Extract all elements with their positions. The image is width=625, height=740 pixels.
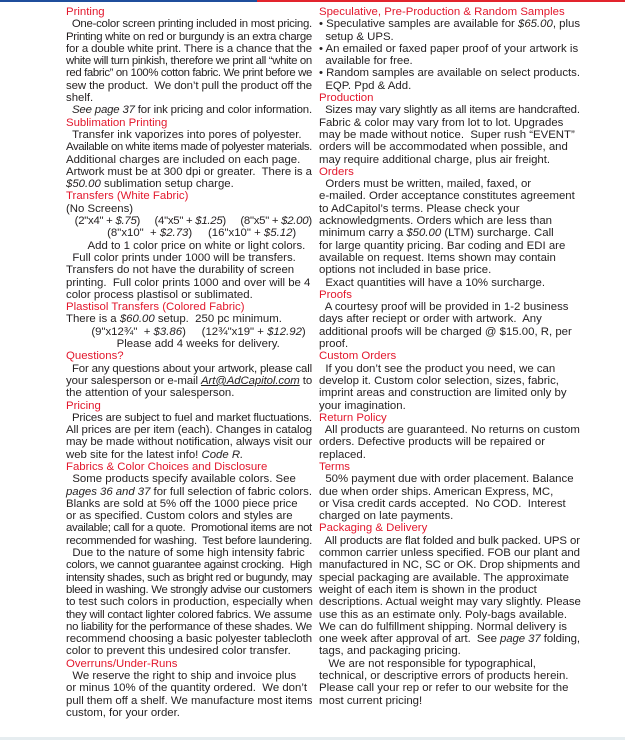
text-line-content: develop it. Custom color selection, sizes, fabric, [319,374,559,387]
section-heading [319,166,581,178]
text-line [319,313,581,325]
text-segment: (8"x10" + [66,227,160,240]
text-line-content: Printing white on red or burgundy is an extra charge [66,30,312,43]
text-line-content: color to prevent this undesired color transfer. [66,645,291,658]
section-heading-text: Fabrics & Color Choices and Disclosure [66,460,268,473]
text-line [66,80,313,92]
text-line-content: Full color prints under 1000 will be transfers. [66,251,296,264]
text-segment: web site for the latest info! [66,448,202,461]
italic-text: pages 36 and 37 [66,485,151,498]
text-line-content: shelf. [66,92,94,105]
text-line [66,572,313,584]
text-line-content: available for free. [319,55,413,68]
text-line [319,240,581,252]
text-line [319,252,581,264]
text-line-content: We are not responsible for typographical, [319,657,536,670]
text-line-content: bleed in washing. We strongly advise our customers [66,583,312,596]
section-heading [66,117,313,129]
text-line [66,104,313,116]
text-line [66,584,313,596]
section-heading-text: Speculative, Pre-Production & Random Samples [319,6,565,18]
text-line-content: For any questions about your artwork, please call [66,362,312,375]
text-line-content: special packaging are available. The approximate [319,571,569,584]
text-line-content: Blanks are sold at 5% off the 1000 piece price [66,497,298,510]
text-line [66,486,313,498]
text-line [66,498,313,510]
section-heading [319,461,581,473]
text-line [66,387,313,399]
section-heading-text: Custom Orders [319,350,397,363]
text-segment: ) (8"x5" + [222,215,282,228]
section-heading [319,350,581,362]
text-line [66,55,313,67]
text-line-content: recommend choosing a basic polyester tablecloth [66,633,313,646]
text-line-content: Sizes may vary slightly as all items are handcrafted. [319,104,580,117]
text-line [66,277,313,289]
text-line-content: e-mailed. Order acceptance constitutes agreement [319,190,575,203]
italic-text: $.75 [115,215,137,228]
text-line [319,80,581,92]
italic-text: $50.00 [406,227,442,240]
italic-text: $3.86 [153,325,183,338]
text-line [66,129,313,141]
text-line [319,670,581,682]
text-line-content: or as specified. Custom colors and styles are [66,510,293,523]
text-line [66,43,313,55]
text-line-content: for large quantity pricing. Bar coding and EDI are [319,239,566,252]
text-line-content: imprint areas and construction are limited only by [319,387,567,400]
text-line-content: • An emailed or faxed paper proof of your artwork is [319,42,579,55]
text-line-content: Transfer ink vaporizes into pores of polyester. [66,128,302,141]
text-line-content: Available on white items made of polyester materials. [66,141,312,154]
text-line [66,67,313,79]
text-line [319,227,581,239]
text-line [319,277,581,289]
italic-text: $5.12 [263,227,293,240]
text-line [319,190,581,202]
text-line [319,67,581,79]
text-segment: for full selection of fabric colors. [150,485,312,498]
text-line-content [66,486,312,498]
text-line-content: sew the product. We don’t pull the product off the [66,79,312,92]
section-heading [66,301,313,313]
text-line [319,215,581,227]
text-line-content: Due to the nature of some high intensity fabric [66,547,305,560]
text-line-content: technical, or descriptive errors of products herein. [319,670,569,683]
text-line-content: intensity shades, such as bright red or bugundy, may [66,571,312,584]
italic-text: $1.25 [195,215,223,228]
section-heading-text: Sublimation Printing [66,116,168,129]
text-line-content: proof. [319,338,349,351]
email-link[interactable]: Art@AdCapitol.com [200,374,300,387]
text-line [319,498,581,510]
text-line [66,264,313,276]
italic-text: $65.00 [518,18,553,31]
text-line [319,584,581,596]
text-line-content: manufactured in NC, SC or OK. Drop shipments and [319,559,581,572]
left-column [66,6,313,719]
text-line [66,178,313,190]
text-line [66,215,313,227]
text-line [66,252,313,264]
section-heading [319,289,581,301]
text-line-content: EQP. Ppd & Add. [319,79,412,92]
text-segment: ) (12¾"x19" + [182,325,268,338]
text-line-content [66,449,243,461]
text-line [319,609,581,621]
text-line [319,141,581,153]
text-segment: There is a [66,313,120,326]
italic-text: $50.00 [66,178,101,191]
italic-text: $12.92 [267,325,302,338]
text-line-content: printing. Full color prints 1000 and over will be 4 [66,276,311,289]
text-line [66,473,313,485]
text-line [66,547,313,559]
text-line [319,596,581,608]
text-segment: ) [301,325,306,338]
section-heading [319,6,581,18]
text-line-content [66,326,306,338]
text-segment: to [299,374,313,387]
text-line-content: Transfers do not have the durability of screen [66,264,295,277]
text-line [319,203,581,215]
section-heading [66,6,313,18]
text-line-content: A courtesy proof will be provided in 1-2 business [319,301,569,314]
text-line [319,178,581,190]
text-line [66,203,313,215]
text-line-content: your imagination. [319,399,406,412]
text-line [319,510,581,522]
text-line-content: to AdCapitol’s terms. Please check your [319,202,520,215]
text-line [66,670,313,682]
section-heading-text: Proofs [319,288,352,301]
text-line-content: additional proofs will be charged @ $15.00, R, per [319,325,572,338]
text-line-content: We can do fulfillment shipping. Normal delivery is [319,620,567,633]
text-line-content: acknowledgments. Orders which are less than [319,215,552,228]
text-line-content: white will turn pinkish, therefore we print all “white on [66,55,312,68]
text-line-content: they will contact lighter colored fabrics. We assume [66,608,312,621]
section-heading-text: Plastisol Transfers (Colored Fabric) [66,301,245,314]
right-column [319,6,581,707]
text-line [66,289,313,301]
text-line [319,682,581,694]
text-line-content: setup & UPS. [319,30,394,43]
text-segment: your salesperson or e-mail [66,374,201,387]
text-line-content [66,227,296,239]
text-line-content: Prices are subject to fuel and market fluctuations. [66,411,312,424]
text-segment: ) (16"x10" + [188,227,264,240]
text-line-content [319,227,554,239]
text-line [319,264,581,276]
text-segment: ) [292,227,297,240]
text-line-content: One-color screen printing included in most pricing. [66,18,312,31]
text-line-content: descriptions. Actual weight may vary slightly. Please [319,596,581,609]
section-heading-text: Questions? [66,350,124,363]
section-heading-text: Terms [319,460,351,473]
text-line-content: charged on late payments. [319,510,454,523]
text-line [66,227,313,239]
section-heading [66,190,313,202]
text-line-content: (No Screens) [66,202,134,215]
text-line [319,387,581,399]
section-heading [66,400,313,412]
text-line [319,424,581,436]
text-line [66,645,313,657]
text-line-content [66,104,312,116]
text-line-content: available; call for a quote. Promotional items are not [66,522,312,535]
text-line-content: may be made without notice. Super rush “EVENT” [319,128,575,141]
text-line [66,240,313,252]
text-line-content: All products are guaranteed. No returns on custom [319,424,580,437]
text-line-content: common carrier unless specified. FOB our plant and [319,547,580,560]
text-line [319,400,581,412]
text-line [66,154,313,166]
text-line [319,43,581,55]
text-line-content: tags, and packaging pricing. [319,645,461,658]
text-line [319,117,581,129]
text-segment: , plus [552,18,581,31]
section-heading [66,350,313,362]
text-segment: (2"x4" + [66,215,116,228]
text-line [66,682,313,694]
text-line [66,436,313,448]
text-line [66,535,313,547]
text-line [66,596,313,608]
text-line [319,338,581,350]
text-line-content: Please add 4 weeks for delivery. [66,338,280,351]
text-line [319,154,581,166]
text-line [66,510,313,522]
text-line-content: Fabric & color may vary from lot to lot. Upgrades [319,116,564,129]
text-line-content [319,633,580,645]
text-line-content: Additional charges are included on each page. [66,153,301,166]
text-line [319,326,581,338]
italic-text: See page 37 [72,104,135,117]
text-line [319,301,581,313]
text-line [66,412,313,424]
text-line-content [66,313,282,325]
text-line [319,621,581,633]
text-line-content: pull them off a shelf. We manufacture most items [66,694,313,707]
text-line [319,55,581,67]
text-line [66,522,313,534]
text-line [319,486,581,498]
text-line-content: Exact quantities will have a 10% surcharge. [319,276,546,289]
text-line-content: Some products specify available colors. See [66,473,296,486]
italic-text: $2.73 [159,227,189,240]
text-line-content: orders. Defective products will be repaired or [319,436,546,449]
section-heading [319,412,581,424]
text-line-content: Artwork must be at 300 dpi or greater. There is a [66,165,312,178]
text-line [66,363,313,375]
text-line-content: days after reciept or order with artwork. Any [319,313,542,326]
text-segment: ) [308,215,312,228]
section-heading [319,92,581,104]
text-line [66,609,313,621]
text-line [319,559,581,571]
text-segment: (9"x12¾" + [66,325,154,338]
text-line [319,129,581,141]
text-line-content: options not included in base price. [319,264,492,277]
text-line-content: All prices are per item (each). Changes in catalog [66,424,312,437]
text-line-content: colors, we cannot guarantee against crocking. High [66,559,312,572]
text-line-content: the attention of your salesperson. [66,387,235,400]
text-segment: (LTM) surcharge. Call [441,227,554,240]
text-line-content: most current pricing! [319,694,423,707]
section-heading-text: Overruns/Under-Runs [66,657,178,670]
text-line [66,326,313,338]
text-line-content: • Random samples are available on select products. [319,67,580,80]
text-line-content: Add to 1 color price on white or light colors. [66,239,306,252]
section-heading [66,658,313,670]
text-line [319,572,581,584]
text-line [319,658,581,670]
text-line-content: may require additional charge, plus air freight. [319,153,551,166]
text-segment: • Speculative samples are available for [319,18,518,31]
text-line-content: due when order ships. American Express, MC, [319,485,554,498]
text-segment: one week after approval of art. See [319,633,500,646]
text-line [319,473,581,485]
text-line-content: or minus 10% of the quantity ordered. We don’t [66,682,308,695]
text-line-content [66,178,234,190]
text-line-content: may be made without notification, always visit our [66,436,312,449]
top-rule-red [257,0,625,2]
text-line-content: recommended for washing. Test before laundering. [66,534,313,547]
text-line [319,633,581,645]
text-line-content [319,18,580,30]
text-line [319,695,581,707]
text-line [66,424,313,436]
text-line [66,695,313,707]
section-heading-text: Printing [66,6,105,18]
text-line [66,92,313,104]
text-line-content: red fabric” on 100% cotton fabric. We print before we [66,67,312,80]
text-line-content: Please call your rep or refer to our website for the [319,682,569,695]
section-heading-text: Production [319,92,374,105]
text-line-content: color process plastisol or sublimated. [66,288,253,301]
text-line-content: or Visa credit cards accepted. No COD. Interest [319,497,566,510]
text-line-content: 50% payment due with order placement. Balance [319,473,574,486]
text-line-content: replaced. [319,448,366,461]
text-line [319,18,581,30]
text-segment: ) (4"x5" + [136,215,196,228]
section-heading [66,461,313,473]
text-line-content [66,375,312,387]
text-line [319,363,581,375]
text-segment: minimum carry a [319,227,407,240]
section-heading-text: Packaging & Delivery [319,522,428,535]
top-rule-blue [0,0,257,2]
text-line-content: If you don’t see the product you need, we can [319,362,556,375]
italic-text: Code R. [201,448,244,461]
text-line [66,375,313,387]
text-line-content [66,215,312,227]
text-line [66,166,313,178]
italic-text: $60.00 [119,313,155,326]
text-segment: folding, [540,633,580,646]
text-line-content: to test such colors in production, especially when [66,596,313,609]
text-line [66,31,313,43]
text-line [319,104,581,116]
text-line [66,18,313,30]
text-segment: sublimation setup charge. [100,178,234,191]
italic-text: $2.00 [281,215,309,228]
text-line-content: available on request. Items shown may contain [319,251,556,264]
section-heading-text: Transfers (White Fabric) [66,190,189,203]
text-line [319,449,581,461]
text-line-content: All products are flat folded and bulk packed. UPS or [319,534,580,547]
text-line [319,375,581,387]
text-line-content: no liability for the performance of these shades. We [66,620,312,633]
text-line [319,645,581,657]
text-line [66,313,313,325]
section-heading-text: Orders [319,165,354,178]
text-line [66,621,313,633]
text-line [66,633,313,645]
text-line [66,141,313,153]
text-line-content: weight of each item is shown in the product [319,583,537,596]
text-line-content: use this as an estimate only. Poly-bags available. [319,608,567,621]
text-segment: for ink pricing and color information. [134,104,312,117]
text-line [66,449,313,461]
text-line [319,547,581,559]
text-line [66,338,313,350]
text-line-content: for a double white print. There is a chance that the [66,42,312,55]
text-line [319,31,581,43]
text-segment: setup. 250 pc minimum. [154,313,282,326]
text-line [319,535,581,547]
text-line [66,707,313,719]
section-heading-text: Pricing [66,399,101,412]
section-heading-text: Return Policy [319,411,387,424]
italic-text: page 37 [500,633,541,646]
text-line-content: orders will be accommodated when possible, and [319,141,568,154]
text-line-content: Orders must be written, mailed, faxed, or [319,178,532,191]
text-line [66,559,313,571]
section-heading [319,522,581,534]
text-line [319,436,581,448]
text-line-content: We reserve the right to ship and invoice plus [66,670,297,683]
text-line-content: custom, for your order. [66,706,180,719]
